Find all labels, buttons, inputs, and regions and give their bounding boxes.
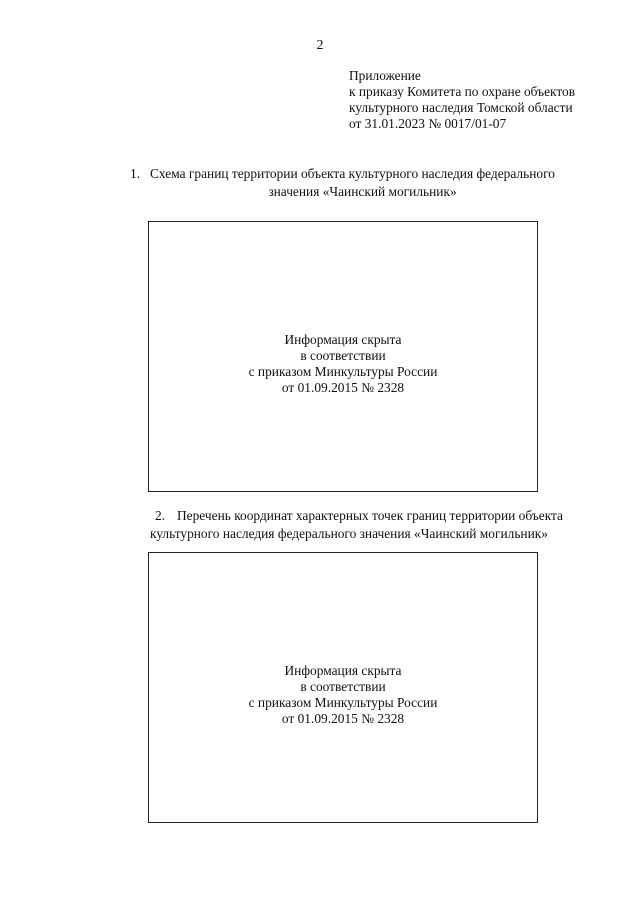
section-1-title-line1: Схема границ территории объекта культурного наследия федерального: [150, 166, 555, 181]
appendix-title: Приложение: [349, 68, 421, 83]
notice-line: с приказом Минкультуры России: [248, 694, 438, 710]
appendix-order-line: к приказу Комитета по охране объектов: [349, 84, 576, 99]
page-number: 2: [316, 38, 324, 53]
section-1-heading: [130, 165, 555, 183]
notice-line: от 01.09.2015 № 2328: [281, 710, 405, 726]
hidden-coordinates-box: [148, 552, 538, 823]
notice-line: с приказом Минкультуры России: [248, 363, 438, 379]
notice-line: от 01.09.2015 № 2328: [281, 379, 405, 395]
hidden-info-notice: [249, 663, 438, 727]
notice-line: Информация скрыта: [284, 331, 402, 347]
section-2-title-line1: Перечень координат характерных точек границ территории объекта: [177, 508, 563, 523]
hidden-info-notice: [249, 332, 438, 396]
appendix-date-line: от 31.01.2023 № 0017/01-07: [349, 116, 507, 131]
section-2-title-line2: культурного наследия федерального значения «Чаинский могильник»: [150, 526, 548, 541]
appendix-committee-line: культурного наследия Томской области: [349, 100, 573, 115]
notice-line: в соответствии: [300, 678, 386, 694]
hidden-scheme-box: [148, 221, 538, 492]
section-1-title-line2: значения «Чаинский могильник»: [268, 184, 457, 199]
notice-line: Информация скрыта: [284, 662, 402, 678]
section-2-number: 2.: [155, 508, 166, 523]
section-2-heading: [155, 507, 563, 525]
appendix-header: [349, 68, 575, 132]
section-1-number: 1.: [130, 166, 141, 181]
notice-line: в соответствии: [300, 347, 386, 363]
